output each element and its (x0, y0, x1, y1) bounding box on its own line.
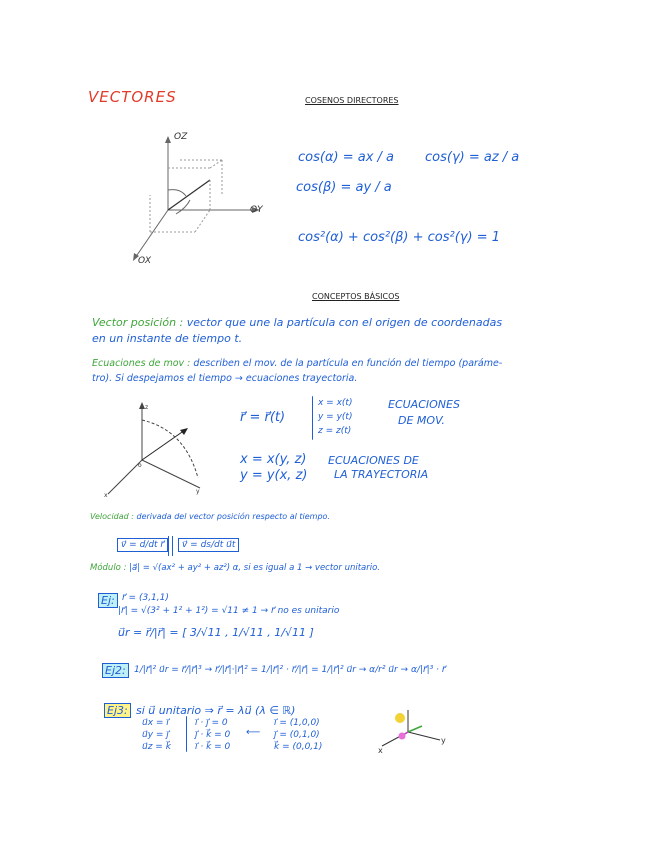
ej3-ik: i⃗ · k⃗ = 0 (195, 742, 231, 752)
sys-y: y = y(t) (318, 412, 353, 422)
conceptos-heading: CONCEPTOS BÁSICOS (312, 292, 400, 301)
ej3-jk: j⃗ · k⃗ = 0 (195, 730, 231, 740)
mini-axis-x: x (378, 746, 383, 755)
posicion-term: Vector posición : (92, 316, 184, 329)
ej2-tag: Ej2: (102, 663, 129, 678)
ej3-ij: i⃗ · j⃗ = 0 (195, 718, 228, 728)
ej3-uy: u⃗y = j⃗ (142, 730, 169, 740)
label-tray-1: ECUACIONES DE (328, 454, 419, 467)
ecuaciones-line2: tro). Si despejamos el tiempo → ecuaciones trayectoria. (92, 373, 358, 384)
posicion-line2: en un instante de tiempo t. (92, 332, 243, 345)
cos-gamma-formula: cos(γ) = az / a (425, 150, 520, 165)
label-ecuaciones-mov-2: DE MOV. (398, 414, 445, 427)
velocidad-term: Velocidad : (90, 512, 134, 521)
cos-identity: cos²(α) + cos²(β) + cos²(γ) = 1 (298, 230, 500, 245)
modulo-text: |a⃗| = √(ax² + ay² + az²) α, si es igual a 1 → vector unitario. (129, 563, 381, 573)
sys-x: x = x(t) (318, 398, 353, 408)
ej3-line1: si u⃗ unitario ⇒ r⃗ = λu⃗ (λ ∈ ℝ) (136, 704, 296, 717)
axis-y-label: OY (250, 205, 263, 215)
ej1-tag: Ej: (98, 593, 118, 608)
sys-z: z = z(t) (318, 426, 352, 436)
label-tray-2: LA TRAYECTORIA (334, 468, 429, 481)
tray-y: y = y(x, z) (240, 468, 308, 483)
traj-axis-z: z (145, 404, 149, 411)
ecuaciones-term: Ecuaciones de mov : (92, 358, 191, 369)
ecuaciones-line1: describen el mov. de la partícula en función del tiempo (paráme- (193, 358, 503, 369)
traj-axis-y: y (196, 488, 200, 495)
ej1-line2: |r⃗| = √(3² + 1² + 1²) = √11 ≠ 1 → r⃗ no es unitario (118, 606, 340, 616)
ej1-line1: r⃗ = (3,1,1) (122, 593, 169, 603)
axis-z-label: OZ (174, 132, 188, 142)
ej3-j: j⃗ = (0,1,0) (274, 730, 320, 740)
ej3-k: k⃗ = (0,0,1) (274, 742, 323, 752)
cos-alpha-formula: cos(α) = ax / a (298, 150, 395, 165)
ej3-tag: Ej3: (104, 703, 131, 718)
tray-x: x = x(y, z) (240, 452, 307, 467)
label-ecuaciones-mov-1: ECUACIONES (388, 398, 460, 411)
ej1-line3: u⃗r = r⃗/|r⃗| = [ 3/√11 , 1/√11 , 1/√11 ] (118, 626, 314, 639)
velocity-box-tangent: v⃗ = ds/dt u⃗t (178, 538, 239, 552)
velocity-box-derivative: v⃗ = d/dt r⃗ (117, 538, 168, 552)
traj-origin: o (138, 462, 142, 469)
position-function: r⃗ = r⃗(t) (240, 410, 286, 425)
cosenos-heading: COSENOS DIRECTORES (305, 96, 399, 105)
ej3-arrow: ⟵ (246, 727, 261, 738)
page-title: VECTORES (88, 88, 177, 106)
mini-axis-y: y (441, 736, 446, 745)
ej3-ux: u⃗x = i⃗ (142, 718, 169, 728)
traj-axis-x: x (104, 492, 108, 499)
ej3-uz: u⃗z = k⃗ (142, 742, 171, 752)
modulo-term: Módulo : (90, 563, 127, 573)
ej2-line1: 1/|r⃗|² u⃗r = r⃗/|r⃗|³ → r⃗/|r⃗|·|r⃗|² = 1/|r⃗|² · r⃗/|r⃗| = 1/|r⃗|² u⃗r → α/r² u⃗r → α/|r⃗|³ · r⃗ (134, 665, 446, 675)
ej3-i: i⃗ = (1,0,0) (274, 718, 320, 728)
cos-beta-formula: cos(β) = ay / a (296, 180, 392, 195)
posicion-line1: vector que une la partícula con el origen de coordenadas (186, 316, 503, 329)
velocidad-text: derivada del vector posición respecto al tiempo. (136, 512, 330, 521)
axis-x-label: OX (138, 256, 152, 266)
